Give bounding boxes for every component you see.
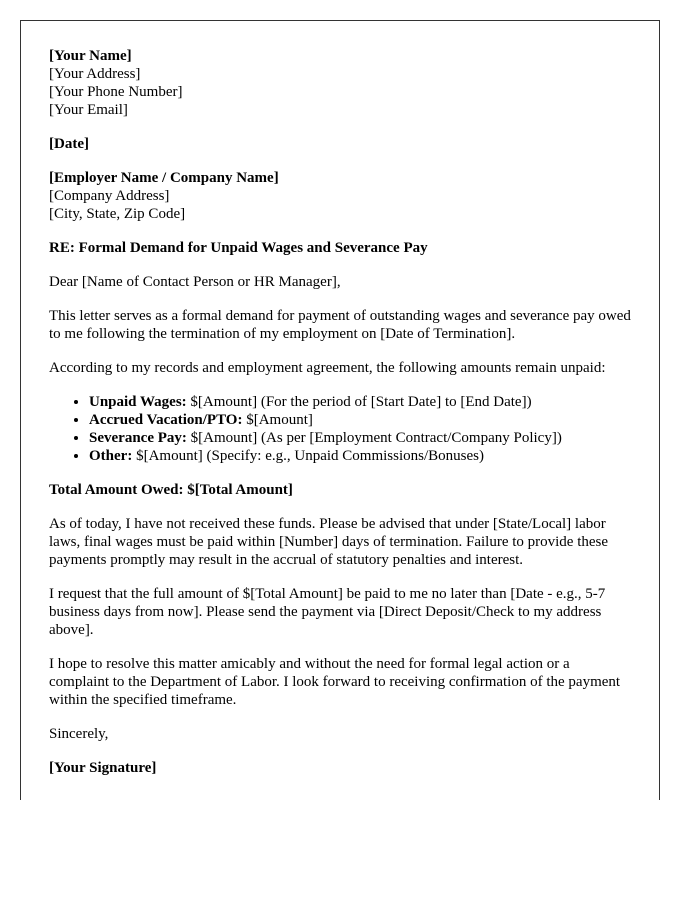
list-item <box>89 393 631 411</box>
item-text: $[Amount] <box>242 412 313 428</box>
item-label: Severance Pay: <box>89 430 187 446</box>
recipient-address: [Company Address] <box>49 188 170 204</box>
subject-line: RE: Formal Demand for Unpaid Wages and Severance Pay <box>49 240 428 256</box>
sender-phone: [Your Phone Number] <box>49 84 183 100</box>
body-paragraph-1: As of today, I have not received these funds. Please be advised that under [State/Local] labor laws, final wages must be paid within [Number] days of termination. Failure to provide these payments promptly may result in the accrual of statutory penalties and interest. <box>49 516 609 568</box>
list-item <box>89 447 631 465</box>
body-paragraph-3: I hope to resolve this matter amicably and without the need for formal legal action or a complaint to the Department of Labor. I look forward to receiving confirmation of the payment within the specified timeframe. <box>49 656 621 708</box>
body-paragraph-2: I request that the full amount of $[Total Amount] be paid to me no later than [Date - e.g., 5-7 business days from now]. Please send the payment via [Direct Deposit/Check to my address above]. <box>49 586 606 638</box>
unpaid-items-list <box>49 393 631 465</box>
letter-date: [Date] <box>49 136 89 152</box>
intro-paragraph: This letter serves as a formal demand for payment of outstanding wages and severance pay owed to me following the termination of my employment on [Date of Termination]. <box>49 308 631 342</box>
sender-block <box>49 47 631 119</box>
signature: [Your Signature] <box>49 760 157 776</box>
item-text: $[Amount] (As per [Employment Contract/Company Policy]) <box>186 430 562 446</box>
sender-email: [Your Email] <box>49 102 128 118</box>
list-item <box>89 411 631 429</box>
total-amount-owed: Total Amount Owed: $[Total Amount] <box>49 482 293 498</box>
salutation: Dear [Name of Contact Person or HR Manager], <box>49 274 341 290</box>
records-paragraph: According to my records and employment agreement, the following amounts remain unpaid: <box>49 360 606 376</box>
recipient-block <box>49 169 631 223</box>
letter-content <box>21 21 659 777</box>
recipient-city: [City, State, Zip Code] <box>49 206 186 222</box>
sender-address: [Your Address] <box>49 66 141 82</box>
item-label: Other: <box>89 448 133 464</box>
item-text: $[Amount] (For the period of [Start Date] to [End Date]) <box>186 394 532 410</box>
item-label: Unpaid Wages: <box>89 394 187 410</box>
recipient-name: [Employer Name / Company Name] <box>49 170 279 186</box>
sender-name: [Your Name] <box>49 48 132 64</box>
date-block <box>49 135 631 153</box>
item-text: $[Amount] (Specify: e.g., Unpaid Commissions/Bonuses) <box>132 448 484 464</box>
letter-page <box>20 20 660 800</box>
item-label: Accrued Vacation/PTO: <box>89 412 243 428</box>
list-item <box>89 429 631 447</box>
closing: Sincerely, <box>49 726 109 742</box>
